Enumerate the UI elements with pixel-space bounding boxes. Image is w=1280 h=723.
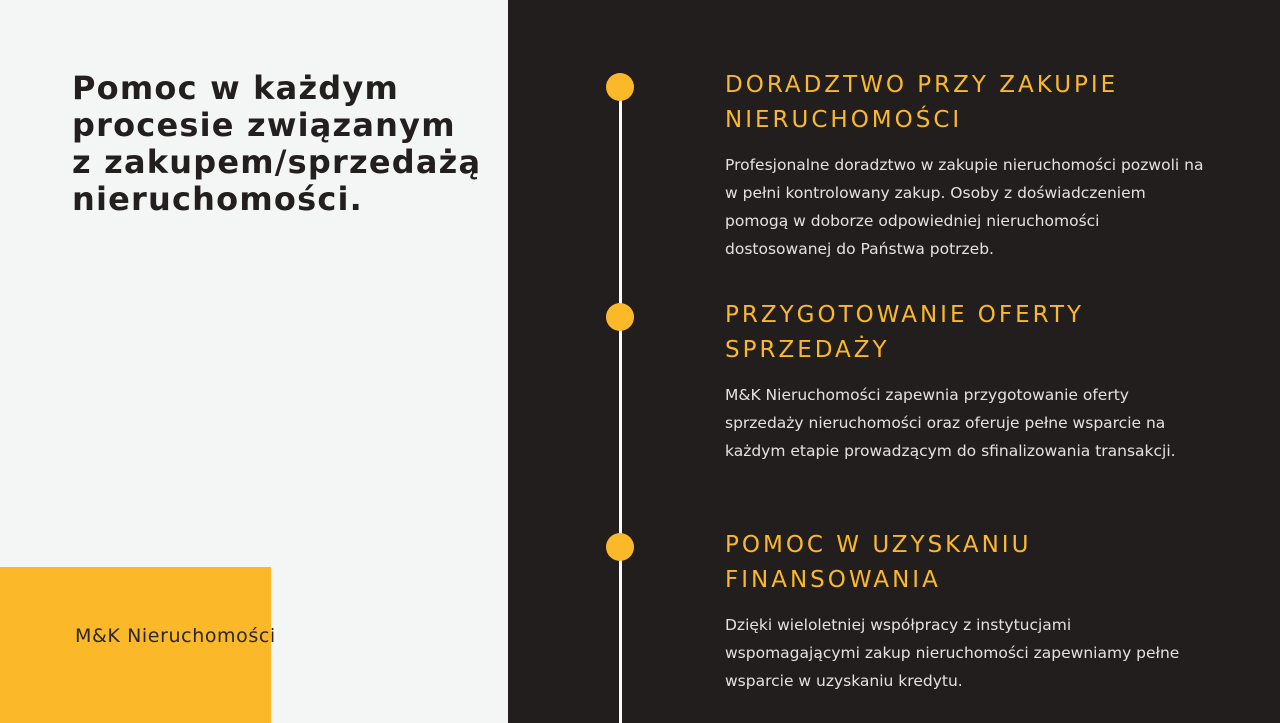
timeline-line: [619, 87, 622, 723]
service-item: [725, 68, 1205, 263]
service-title: DORADZTWO PRZY ZAKUPIE NIERUCHOMOŚCI: [725, 72, 1119, 133]
timeline-marker: [606, 303, 634, 331]
service-description: Dzięki wieloletniej współpracy z instytucjami wspomagającymi zakup nieruchomości zapewniamy pełne wsparcie w uzyskaniu kredytu.: [725, 616, 1180, 690]
service-item: [725, 528, 1205, 695]
service-item: [725, 298, 1205, 465]
service-title: PRZYGOTOWANIE OFERTY SPRZEDAŻY: [725, 302, 1085, 363]
page-headline: Pomoc w każdym procesie związanym z zakupem/sprzedażą nieruchomości.: [72, 69, 482, 218]
service-title: POMOC W UZYSKANIU FINANSOWANIA: [725, 532, 1032, 593]
brand-name: M&K Nieruchomości: [75, 625, 276, 647]
service-description: Profesjonalne doradztwo w zakupie nieruchomości pozwoli na w pełni kontrolowany zakup. Osoby z doświadczeniem pomogą w doborze odpowiedniej nieruchomości dostosowanej do Państwa potrzeb.: [725, 156, 1204, 258]
timeline-marker: [606, 533, 634, 561]
service-description: M&K Nieruchomości zapewnia przygotowanie oferty sprzedaży nieruchomości oraz oferuje pełne wsparcie na każdym etapie prowadzącym do sfinalizowania transakcji.: [725, 386, 1176, 460]
services-panel: [508, 0, 1280, 723]
timeline-marker: [606, 73, 634, 101]
